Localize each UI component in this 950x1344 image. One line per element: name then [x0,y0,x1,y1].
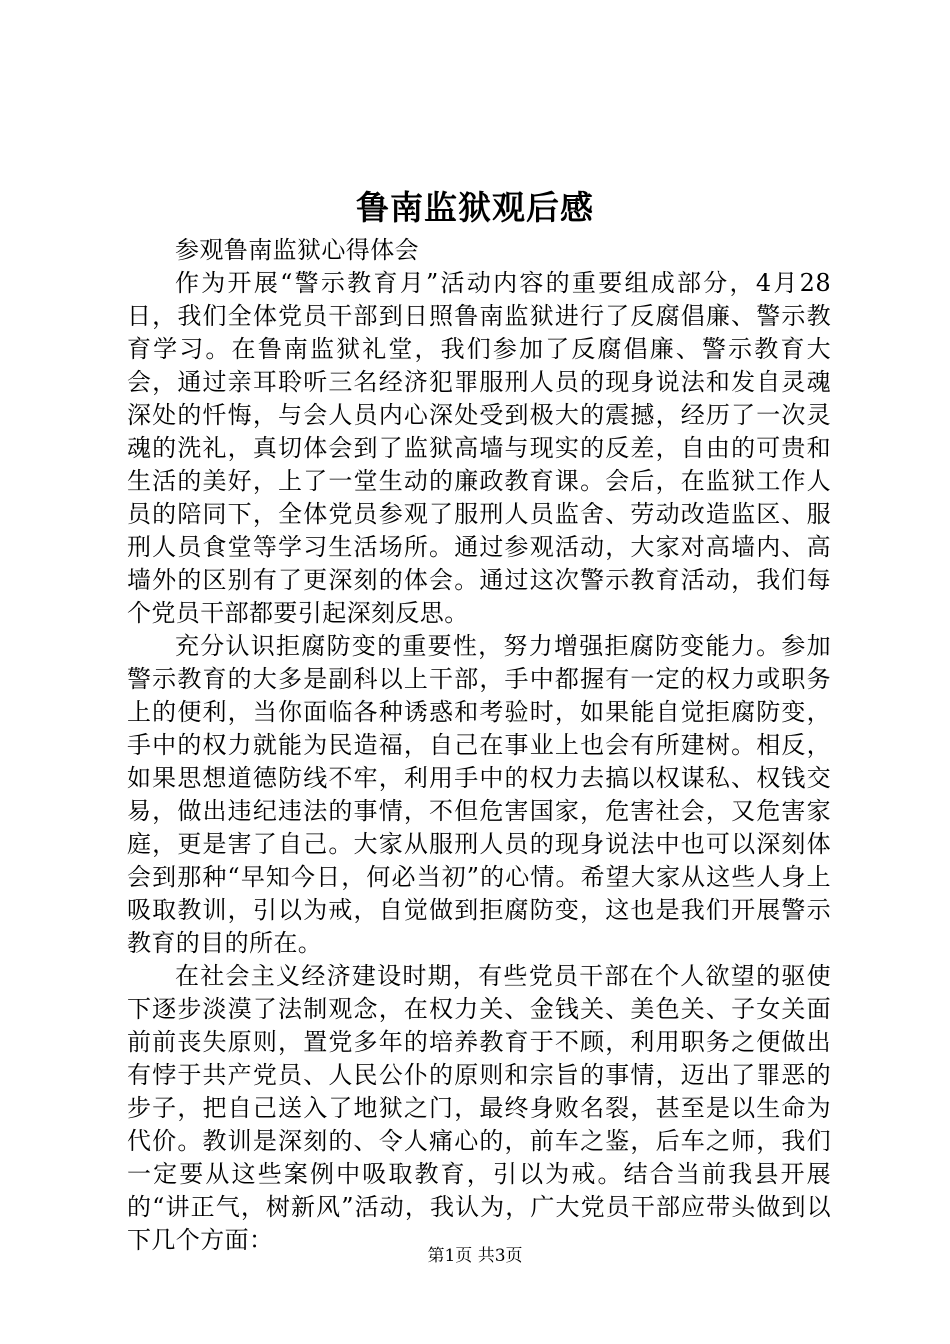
document-title: 鲁南监狱观后感 [356,188,594,227]
paragraph-1: 作为开展“警示教育月”活动内容的重要组成部分，4月28日，我们全体党员干部到日照鲁南监狱进行了反腐倡廉、警示教育学习。在鲁南监狱礼堂，我们参加了反腐倡廉、警示教育大会，通过亲耳聆听三名经济犯罪服刑人员的现身说法和发自灵魂深处的忏悔，与会人员内心深处受到极大的震撼，经历了一次灵魂的洗礼，真切体会到了监狱高墙与现实的反差，自由的可贵和生活的美好，上了一堂生动的廉政教育课。会后，在监狱工作人员的陪同下，全体党员参观了服刑人员监舍、劳动改造监区、服刑人员食堂等学习生活场所。通过参观活动，大家对高墙内、高墙外的区别有了更深刻的体会。通过这次警示教育活动，我们每个党员干部都要引起深刻反思。 [127,269,831,627]
paragraph-2: 充分认识拒腐防变的重要性，努力增强拒腐防变能力。参加警示教育的大多是副科以上干部，手中都握有一定的权力或职务上的便利，当你面临各种诱惑和考验时，如果能自觉拒腐防变，手中的权力就能为民造福，自己在事业上也会有所建树。相反，如果思想道德防线不牢，利用手中的权力去搞以权谋私、权钱交易，做出违纪违法的事情，不但危害国家，危害社会，又危害家庭，更是害了自己。大家从服刑人员的现身说法中也可以深刻体会到那种“早知今日，何必当初”的心情。希望大家从这些人身上吸取教训，引以为戒，自觉做到拒腐防变，这也是我们开展警示教育的目的所在。 [127,632,831,957]
document-body [127,234,831,1257]
paragraph-3: 在社会主义经济建设时期，有些党员干部在个人欲望的驱使下逐步淡漠了法制观念，在权力关、金钱关、美色关、子女关面前前丧失原则，置党多年的培养教育于不顾，利用职务之便做出有悖于共产党员、人民公仆的原则和宗旨的事情，迈出了罪恶的步子，把自己送入了地狱之门，最终身败名裂，甚至是以生命为代价。教训是深刻的、令人痛心的，前车之鉴，后车之师，我们一定要从这些案例中吸取教育，引以为戒。结合当前我县开展的“讲正气，树新风”活动，我认为，广大党员干部应带头做到以下几个方面： [127,962,831,1254]
page-footer: 第1页 共3页 [427,1246,523,1266]
document-subtitle: 参观鲁南监狱心得体会 [175,236,419,264]
